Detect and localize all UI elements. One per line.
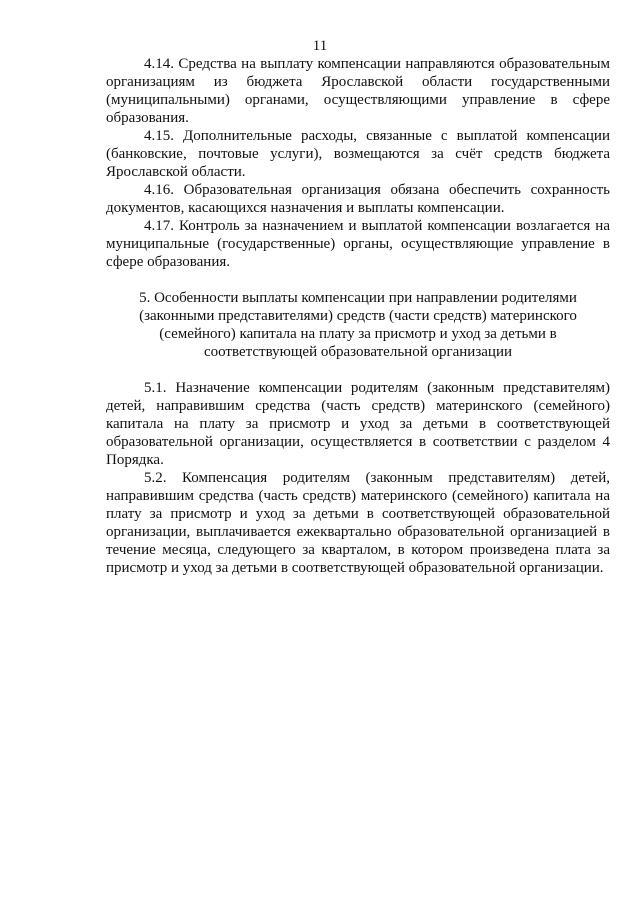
document-body: [106, 55, 610, 577]
paragraph-5-1: 5.1. Назначение компенсации родителям (законным представителям) детей, направившим средства (часть средств) материнского (семейного) капитала на плату за присмотр и уход за детьми в соответствующей образовательной организации, осуществляется в соответствии с разделом 4 Порядка.: [106, 380, 610, 468]
page-number: 11: [312, 38, 328, 54]
paragraph-4-15: 4.15. Дополнительные расходы, связанные с выплатой компенсации (банковские, почтовые услуги), возмещаются за счёт средств бюджета Ярославской области.: [106, 128, 610, 180]
section-spacer: [106, 361, 610, 379]
paragraph-5-2: 5.2. Компенсация родителям (законным представителям) детей, направившим средства (часть средств) материнского (семейного) капитала на плату за присмотр и уход за детьми в соответствующей образовательной организации, выплачивается ежеквартально образовательной организацией в течение месяца, следующего за кварталом, в котором произведена плата за присмотр и уход за детьми в соответствующей образовательной организации.: [106, 470, 610, 576]
paragraph-4-14: 4.14. Средства на выплату компенсации направляются образовательным организациям из бюджета Ярославской области государственными (муниципальными) органами, осуществляющими управление в сфере образования.: [106, 56, 610, 126]
section-5-heading: 5. Особенности выплаты компенсации при направлении родителями (законными представителями) средств (части средств) материнского (семейного) капитала на плату за присмотр и уход за детьми в соответствующей образовательной организации: [139, 290, 577, 360]
paragraph-4-17: 4.17. Контроль за назначением и выплатой компенсации возлагается на муниципальные (государственные) органы, осуществляющие управление в сфере образования.: [106, 218, 610, 270]
paragraph-4-16: 4.16. Образовательная организация обязана обеспечить сохранность документов, касающихся назначения и выплаты компенсации.: [106, 182, 610, 216]
